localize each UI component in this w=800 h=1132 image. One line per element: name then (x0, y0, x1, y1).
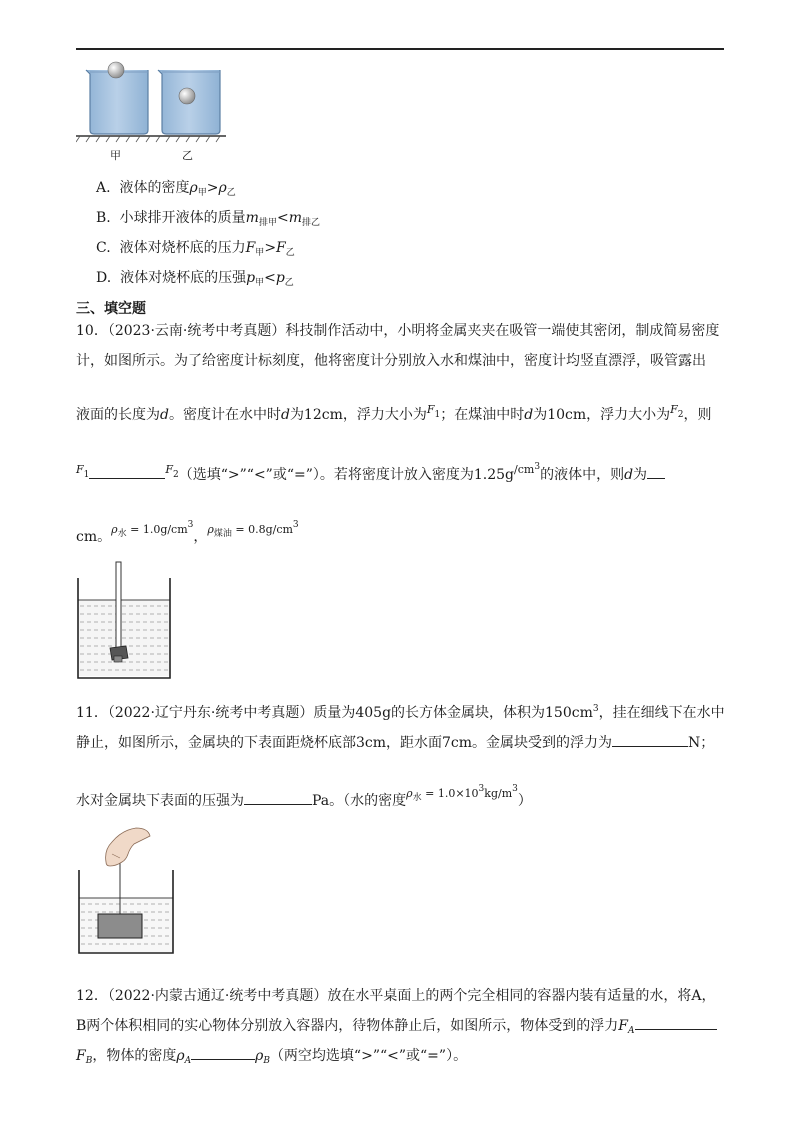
ball-floating (108, 62, 124, 78)
option-d[interactable]: D. 液体对烧杯底的压强$p_甲<p_乙$ (96, 270, 294, 288)
option-c[interactable]: C. 液体对烧杯底的压力$F_甲>F_乙$ (96, 240, 295, 258)
blank-q11-1[interactable] (612, 732, 688, 747)
header-rule (76, 48, 724, 50)
label-jia: 甲 (110, 149, 121, 162)
q10-line4: $^{F1}$ $^{F2}$（选填“>”“<”或“=”）。若将密度计放入密度为$1.25g^{/cm3}$的液体中，则d为 (76, 462, 665, 484)
hydrometer-figure (76, 560, 172, 680)
blank-q10-2[interactable] (647, 464, 665, 479)
q10-line3: 液面的长度为d。密度计在水中时d为12cm，浮力大小为$^{F1}$；在煤油中时d为10cm，浮力大小为$^{F2}$，则 (76, 403, 712, 423)
beakers-figure (76, 56, 236, 166)
label-yi: 乙 (182, 149, 193, 162)
section-title: 三、填空题 (76, 301, 146, 317)
q11-line3: 水对金属块下表面的压强为 Pa。（水的密度$^{\rho_水 = 1.0\times 10^3kg/m^3}$） (76, 784, 532, 809)
q11-line2: 静止，如图所示，金属块的下表面距烧杯底部3cm，距水面7cm。金属块受到的浮力为 N； (76, 732, 714, 752)
blank-q10-1[interactable] (89, 464, 165, 479)
q10-line1: 10．（2023·云南·统考中考真题）科技制作活动中，小明将金属夹夹在吸管一端使其密闭，制成简易密度 (76, 323, 720, 339)
option-a[interactable]: A. 液体的密度$\rho_甲>\rho_乙$ (96, 180, 236, 198)
metal-block-figure (76, 820, 176, 955)
q10-line5: cm。$^{\rho_水 = 1.0g/cm^3}$，$^{\rho_{煤油} = 0.8g/cm^3}$ (76, 520, 299, 545)
blank-q12-1[interactable] (635, 1015, 717, 1030)
ball-suspended (179, 88, 195, 104)
q10-line2: 计，如图所示。为了给密度计标刻度，他将密度计分别放入水和煤油中，密度计均竖直漂浮，吸管露出 (76, 353, 706, 369)
q12-line3: $F_B$，物体的密度$\rho_A$ $\rho_B$（两空均选填“>”“<”或“=”）。 (76, 1045, 467, 1066)
option-b[interactable]: B. 小球排开液体的质量$m_{排甲}<m_{排乙}$ (96, 210, 320, 228)
blank-q11-2[interactable] (244, 790, 312, 805)
q12-line2: B两个体积相同的实心物体分别放入容器内，待物体静止后，如图所示，物体受到的浮力$F_A$ (76, 1015, 717, 1036)
q11-line1: 11．（2022·辽宁丹东·统考中考真题）质量为405g的长方体金属块，体积为$150cm^3$，挂在细线下在水中 (76, 704, 725, 721)
q12-line1: 12．（2022·内蒙古通辽·统考中考真题）放在水平桌面上的两个完全相同的容器内装有适量的水，将A， (76, 988, 716, 1004)
blank-q12-2[interactable] (191, 1045, 255, 1060)
